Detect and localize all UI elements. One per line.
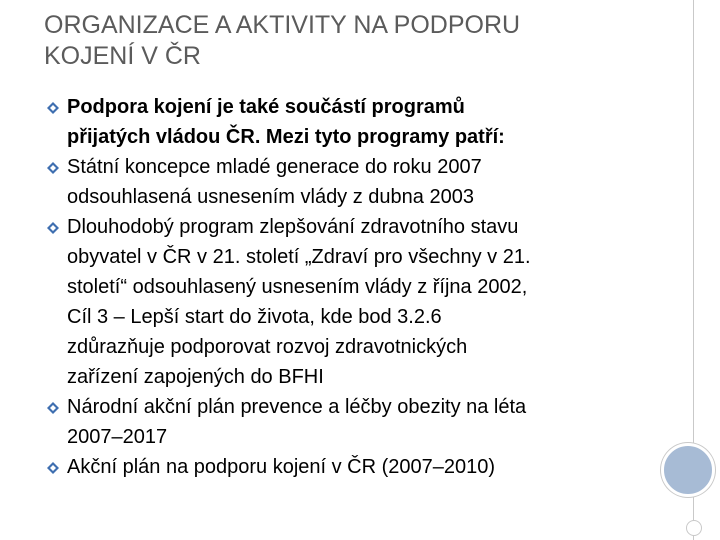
bullet-1-line-1: Podpora kojení je také součástí programů (67, 96, 465, 118)
bullet-3-line-5: zdůrazňuje podporovat rozvoj zdravotnických (67, 336, 468, 358)
bullet-3-line-1: Dlouhodobý program zlepšování zdravotního stavu (67, 216, 519, 238)
decorative-circle (661, 443, 715, 497)
slide-title-line-2: KOJENÍ V ČR (44, 42, 201, 70)
bullet-item-2 (46, 152, 646, 212)
bullet-2-line-1: Státní koncepce mladé generace do roku 2007 (67, 156, 482, 178)
diamond-bullet-icon (46, 101, 60, 115)
slide-title (44, 10, 644, 72)
bullet-4-line-2: 2007–2017 (67, 426, 168, 448)
bullet-3-line-6: zařízení zapojených do BFHI (67, 366, 324, 388)
bullet-item-4 (46, 392, 646, 452)
bullet-1-line-2: přijatých vládou ČR. Mezi tyto programy patří: (67, 126, 505, 148)
bullet-4-line-1: Národní akční plán prevence a léčby obezity na léta (67, 396, 527, 418)
bullet-3-line-3: století“ odsouhlasený usnesením vlády z října 2002, (67, 276, 528, 298)
slide-title-line-1: ORGANIZACE A AKTIVITY NA PODPORU (44, 11, 521, 39)
diamond-bullet-icon (46, 461, 60, 475)
diamond-bullet-icon (46, 221, 60, 235)
bullet-5-line-1: Akční plán na podporu kojení v ČR (2007–2010) (67, 456, 496, 478)
bullet-2-line-2: odsouhlasená usnesením vlády z dubna 2003 (67, 186, 474, 208)
bullet-item-3 (46, 212, 646, 392)
bullet-3-line-4: Cíl 3 – Lepší start do života, kde bod 3.2.6 (67, 306, 442, 328)
diamond-bullet-icon (46, 401, 60, 415)
bullet-3-line-2: obyvatel v ČR v 21. století „Zdraví pro všechny v 21. (67, 246, 531, 268)
bullet-item-5 (46, 452, 646, 482)
diamond-bullet-icon (46, 161, 60, 175)
bullet-item-1 (46, 92, 646, 152)
decorative-small-circle (686, 520, 702, 536)
bullet-list (46, 92, 646, 482)
